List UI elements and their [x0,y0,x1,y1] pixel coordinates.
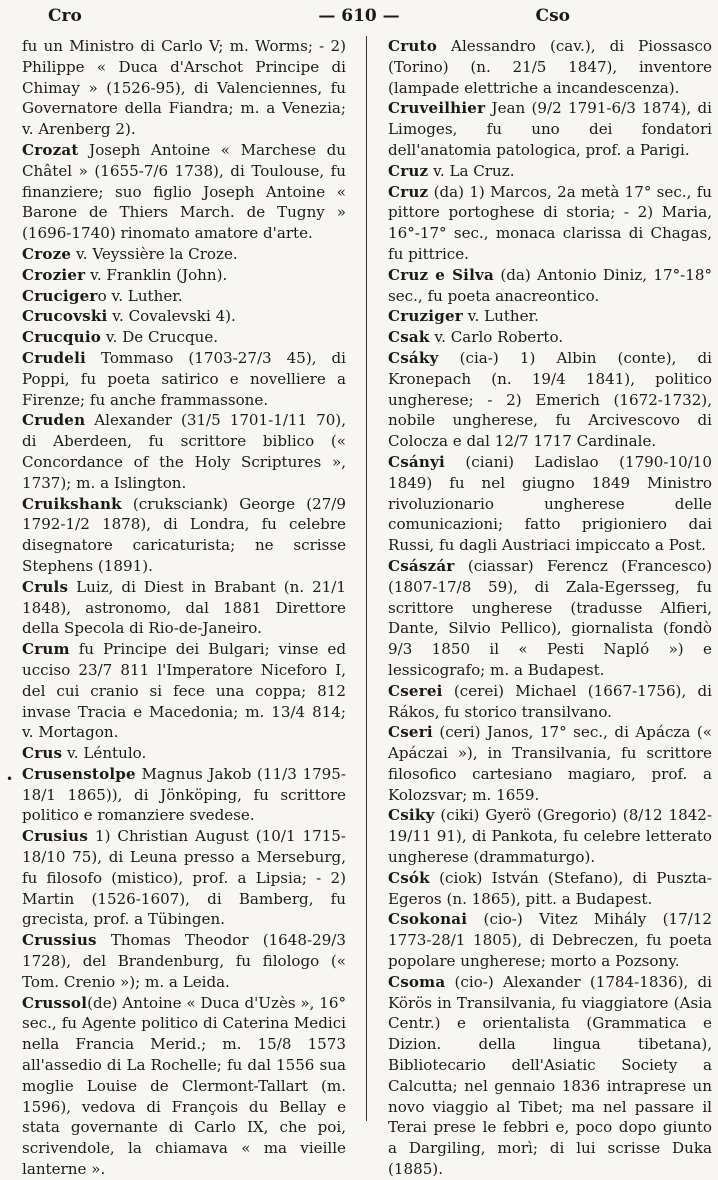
dictionary-entry [22,930,346,992]
entry-headword: Cruziger [388,307,463,326]
column-divider [366,36,367,1121]
page-header [0,4,718,32]
entry-headword: Csoma [388,972,446,991]
entry-text: Alessandro (cav.), di Piossasco (Torino) (n. 21/5 1847), inventore (lampade elettriche a incandescenza). [388,37,712,97]
header-left-guide-word: Cro [48,6,82,26]
dictionary-entry [388,182,712,265]
entry-text: o v. Luther. [97,286,183,305]
dictionary-entry [22,140,346,244]
entry-headword: Csányi [388,452,445,471]
dictionary-entry [22,764,346,826]
dictionary-entry [388,805,712,867]
entry-text: (de) Antoine « Duca d'Uzès », 16° sec., fu Agente politico di Caterina Medici nella Francia Merid.; m. 15/8 1573 all'assedio di La Rochelle; fu dal 1556 sua moglie Louise de Clermont-Tallart (m. 1596), vedova di François du Bellay e stata governante di Carlo IX, che poi, scrivendole, la chiamava « ma vieille lanterne ». [22,993,347,1179]
entry-text: (cruksciank) George (27/9 1792-1/2 1878), di Londra, fu celebre disegnatore caricaturista; ne scrisse Stephens (1891). [22,494,346,575]
entry-headword: Csokonai [388,910,468,929]
entry-headword: Cseri [388,723,433,742]
dictionary-entry [22,993,346,1180]
entry-headword: Cruz e Silva [388,265,494,284]
dictionary-entry [22,577,346,639]
entry-headword: Crussol [22,993,88,1012]
entry-headword: Csak [388,328,430,347]
entry-headword: Cruto [388,37,437,55]
entry-text: Thomas Theodor (1648-29/3 1728), del Brandenburg, fu filologo (« Tom. Crenio »); m. a Leida. [22,931,346,991]
entry-text: (cia-) 1) Albin (conte), di Kronepach (n. 19/4 1841), politico ungherese; - 2) Emerich (1672-1732), nobile ungherese, fu Arcivescovo di Colocza e dal 12/7 1717 Cardinale. [388,348,712,451]
dictionary-entry [22,244,346,265]
entry-text: (da) Antonio Diniz, 17°-18° sec., fu poeta anacreontico. [388,265,712,305]
dictionary-entry [22,410,346,493]
entry-text: (ciani) Ladislao (1790-10/10 1849) fu nel giugno 1849 Ministro rivoluzionario ungherese delle comunicazioni; fatto prigioniero dai Russi, fu dagli Austriaci impiccato a Post. [388,452,712,555]
entry-headword: Cruz [388,161,429,180]
dictionary-entry [22,639,346,743]
entry-headword: Cruls [22,577,69,596]
page-number: — 610 — [318,6,400,26]
entry-text: v. La Cruz. [428,161,515,180]
header-right-guide-word: Cso [535,6,570,26]
entry-headword: Crusenstolpe [22,764,136,783]
dictionary-entry [22,743,346,764]
entry-headword: Cruz [388,182,429,201]
dictionary-entry [22,286,346,307]
dictionary-entry [388,98,712,160]
dictionary-entry [388,161,712,182]
entry-headword: Crus [22,744,63,763]
dictionary-entry [388,972,712,1180]
entry-headword: Crussius [22,931,97,950]
dictionary-entry [388,681,712,723]
entry-text: Tommaso (1703-27/3 45), di Poppi, fu poeta satirico e novelliere a Firenze; fu anche frammassone. [22,348,346,409]
entry-headword: Crudeli [22,348,86,367]
dictionary-entry [22,306,346,327]
entry-headword: Csáky [388,348,439,367]
dictionary-entry [388,306,712,327]
entry-headword: Crozat [22,140,79,159]
entry-headword: Crusius [22,827,89,846]
entry-headword: Crozier [22,265,86,284]
dictionary-entry [388,327,712,348]
dictionary-entry [388,348,712,452]
entry-text: v. Léntulo. [62,744,147,763]
entry-text: 1) Christian August (10/1 1715-18/10 75), di Leuna presso a Merseburg, fu filosofo (mistico), prof. a Lipsia; - 2) Martin (1526-1607), di Bamberg, fu grecista, prof. a Tübingen. [22,827,346,929]
entry-headword: Cruveilhier [388,99,486,118]
entry-text: Jean (9/2 1791-6/3 1874), di Limoges, fu uno dei fondatori dell'anatomia patologica, prof. a Parigi. [388,99,712,159]
entry-headword: Csók [388,868,430,887]
dictionary-entry [22,826,346,930]
entry-headword: Csiky [388,806,435,825]
entry-text: (cio-) Alexander (1784-1836), di Körös in Transilvania, fu viaggiatore (Asia Centr.) e orientalista (Grammatica e Dizion. della lingua tibetana), Bibliotecario dell'Asiatic Society a Calcutta; nel gennaio 1836 intraprese un novo viaggio al Tibet; ma nel passare il Terai prese le febbri e, poco dopo giunto a Dargiling, morì; di lui scrisse Duka (1885). [388,972,712,1179]
dictionary-entry [22,348,346,410]
entry-text: v. Covalevski 4). [107,307,236,326]
entry-headword: Crucquio [22,328,102,347]
entry-text: (cio-) Vitez Mihály (17/12 1773-28/1 1805), di Debreczen, fu poeta popolare ungherese; morto a Pozsony. [388,910,712,971]
right-column [388,36,712,1180]
dictionary-entry [388,722,712,805]
dictionary-entry [388,452,712,556]
entry-headword: Császár [388,556,455,575]
entry-text: (da) 1) Marcos, 2a metà 17° sec., fu pittore portoghese di storia; - 2) Maria, 16°-17° sec., monaca clarissa di Chagas, fu pittrice. [388,182,712,263]
margin-dot: • [6,772,14,786]
entry-text: (ciok) István (Stefano), di Puszta-Egeros (n. 1865), pitt. a Budapest. [388,868,712,908]
entry-text: (ciki) Gyerö (Gregorio) (8/12 1842-19/11 91), di Pankota, fu celebre letterato ungherese (drammaturgo). [388,806,712,867]
entry-headword: Crum [22,640,70,659]
entry-text: Luiz, di Diest in Brabant (n. 21/1 1848), astronomo, dal 1881 Direttore della Specola di Rio-de-Janeiro. [22,577,346,638]
dictionary-entry [388,909,712,971]
dictionary-entry [22,494,346,577]
entry-text: fu Principe dei Bulgari; vinse ed ucciso 23/7 811 l'Imperatore Niceforo I, del cui cranio si fece una coppa; 812 invase Tracia e Macedonia; m. 13/4 814; v. Mortagon. [22,640,346,742]
entry-text: v. Carlo Roberto. [429,328,564,347]
entry-text: (ceri) Janos, 17° sec., di Apácza (« Apáczai »), in Transilvania, fu scrittore filosofico cartesiano magiaro, prof. a Kolozsvar; m. 1659. [388,723,712,804]
entry-text: v. Veyssière la Croze. [71,244,238,263]
dictionary-entry [22,36,346,140]
dictionary-entry [22,265,346,286]
left-column [22,36,346,1180]
dictionary-entry [388,868,712,910]
entry-headword: Crucovski [22,307,108,326]
entry-text: v. Luther. [462,307,539,326]
entry-text: (cerei) Michael (1667-1756), di Rákos, fu storico transilvano. [388,681,712,721]
entry-text: fu un Ministro di Carlo V; m. Worms; - 2) Philippe « Duca d'Arschot Principe di Chimay » (1526-95), di Valenciennes, fu Governatore della Fiandra; m. a Venezia; v. Arenberg 2). [22,37,346,139]
dictionary-entry [388,265,712,307]
entry-headword: Cruciger [22,286,98,305]
entry-text: (ciassar) Ferencz (Francesco) (1807-17/8 59), di Zala-Egersseg, fu scrittore ungherese (tradusse Alfieri, Dante, Silvio Pellico), giornalista (fondò 9/3 1850 il « Pesti Napló ») e lessicografo; m. a Budapest. [388,556,712,679]
entry-text: v. De Crucque. [101,328,219,347]
entry-text: Joseph Antoine « Marchese du Châtel » (1655-7/6 1738), di Toulouse, fu finanziere; suo figlio Joseph Antoine « Barone de Thiers March. de Tugny » (1696-1740) rinomato amatore d'arte. [22,140,346,243]
entry-headword: Cruden [22,411,86,430]
entry-headword: Cserei [388,681,443,700]
entry-text: Magnus Jakob (11/3 1795-18/1 1865)), di Jönköping, fu scrittore politico e romanziere svedese. [22,764,346,825]
dictionary-entry [388,556,712,681]
entry-text: v. Franklin (John). [85,265,228,284]
entry-headword: Cruikshank [22,494,122,513]
dictionary-entry [388,36,712,98]
entry-text: Alexander (31/5 1701-1/11 70), di Aberdeen, fu scrittore biblico (« Concordance of the Holy Scriptures », 1737); m. a Islington. [22,411,346,492]
entry-headword: Croze [22,244,72,263]
dictionary-entry [22,327,346,348]
